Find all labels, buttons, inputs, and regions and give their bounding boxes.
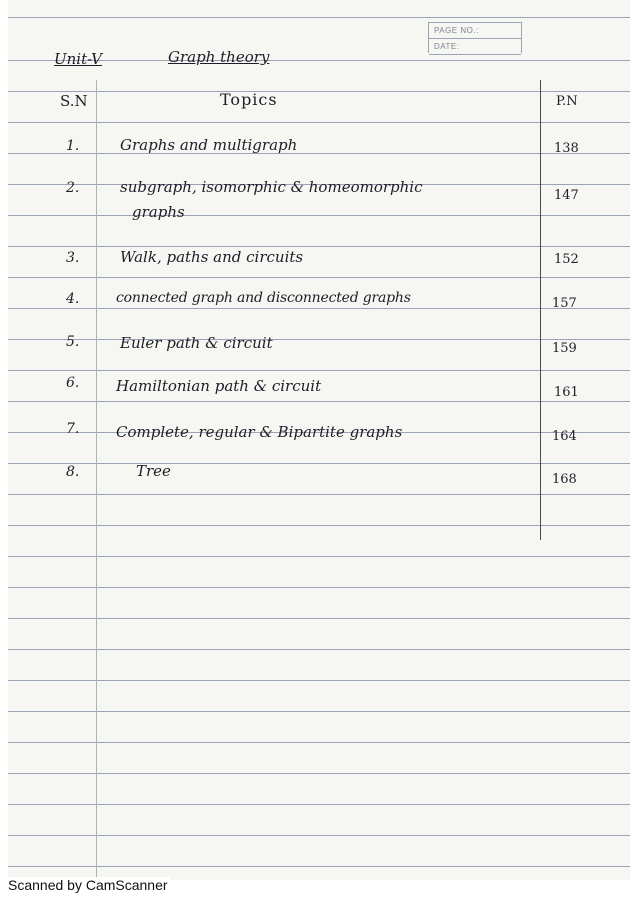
row-sn: 6.: [66, 375, 80, 391]
row-topic: Hamiltonian path & circuit: [116, 377, 322, 395]
row-sn: 3.: [66, 250, 80, 266]
left-margin-line: [96, 80, 97, 880]
row-page: 164: [552, 429, 577, 444]
row-sn: 4.: [66, 291, 80, 307]
row-page: 152: [554, 252, 579, 267]
row-page: 161: [554, 385, 579, 400]
page-number-column-line: [540, 80, 541, 540]
unit-label: Unit-V: [54, 50, 102, 68]
date-field: DATE:: [429, 39, 521, 55]
row-page: 138: [554, 141, 579, 156]
row-topic: subgraph, isomorphic & homeomorphic: [120, 178, 423, 196]
row-page: 168: [552, 472, 577, 487]
row-page: 147: [554, 188, 579, 203]
row-sn: 5.: [66, 334, 80, 350]
row-page: 159: [552, 341, 577, 356]
notebook-page: [8, 0, 630, 880]
row-sn: 2.: [66, 180, 80, 196]
row-sn: 7.: [66, 421, 80, 437]
row-topic: Tree: [136, 462, 171, 480]
row-page: 157: [552, 296, 577, 311]
row-topic: Walk, paths and circuits: [120, 248, 304, 266]
row-topic: connected graph and disconnected graphs: [116, 290, 411, 306]
row-topic: Graphs and multigraph: [120, 136, 298, 154]
page-date-box: [428, 22, 522, 53]
page-no-field: PAGE NO.:: [429, 23, 521, 39]
unit-title: Graph theory: [168, 48, 270, 66]
row-sn: 8.: [66, 464, 80, 480]
row-topic-continued: graphs: [132, 203, 185, 221]
row-topic: Euler path & circuit: [120, 334, 273, 352]
scanner-watermark: Scanned by CamScanner: [8, 877, 168, 893]
row-topic: Complete, regular & Bipartite graphs: [116, 423, 403, 441]
column-header-topics: Topics: [220, 90, 278, 109]
column-header-pn: P.N: [556, 94, 578, 109]
row-sn: 1.: [66, 138, 80, 154]
column-header-sn: S.N: [60, 92, 88, 110]
